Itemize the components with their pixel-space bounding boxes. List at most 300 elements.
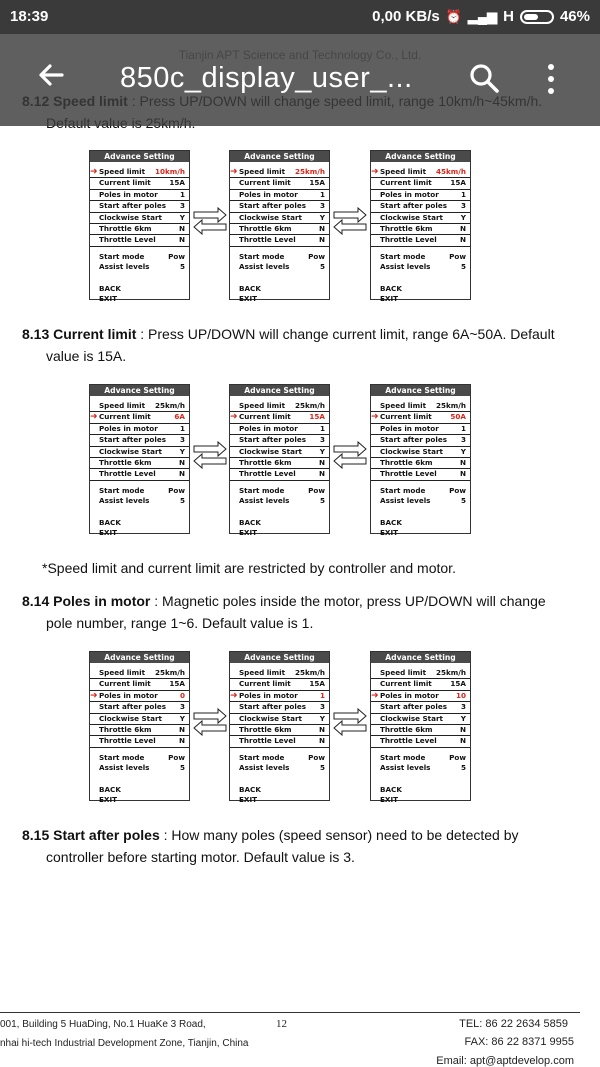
panel-header: Advance Setting bbox=[90, 385, 189, 396]
setting-value: Pow bbox=[168, 251, 185, 261]
setting-label: Throttle Level bbox=[380, 736, 437, 746]
setting-row bbox=[230, 668, 329, 679]
setting-value: 25km/h bbox=[294, 668, 325, 677]
setting-row bbox=[90, 224, 189, 235]
setting-label: Speed limit bbox=[239, 167, 286, 176]
setting-value: 5 bbox=[179, 262, 185, 272]
setting-label: Current limit bbox=[239, 679, 291, 689]
transition-arrows-icon bbox=[332, 440, 368, 470]
setting-label: Speed limit bbox=[239, 668, 286, 677]
setting-label: Assist levels bbox=[99, 496, 150, 506]
setting-value: 10km/h bbox=[154, 167, 185, 176]
setting-row bbox=[371, 496, 470, 506]
setting-label: Clockwise Start bbox=[380, 446, 443, 456]
setting-label: Start after poles bbox=[99, 435, 166, 445]
footer-address-1: 001, Building 5 HuaDing, No.1 HuaKe 3 Road, bbox=[0, 1019, 206, 1030]
setting-label: Throttle 6km bbox=[99, 457, 152, 467]
setting-label: Clockwise Start bbox=[99, 212, 162, 222]
setting-label: Start after poles bbox=[239, 702, 306, 712]
setting-row bbox=[371, 213, 470, 224]
setting-label: Speed limit bbox=[99, 401, 146, 410]
setting-label: Start mode bbox=[239, 752, 285, 762]
setting-row bbox=[371, 201, 470, 212]
setting-label: Throttle 6km bbox=[239, 223, 292, 233]
section-title: 8.14 Poles in motor bbox=[22, 593, 151, 609]
setting-label: Clockwise Start bbox=[380, 713, 443, 723]
setting-label: Current limit bbox=[380, 412, 432, 422]
menu-label: BACK bbox=[380, 784, 402, 794]
setting-row bbox=[90, 469, 189, 480]
setting-row bbox=[90, 668, 189, 679]
setting-value: 3 bbox=[179, 702, 185, 712]
setting-row bbox=[230, 252, 329, 262]
setting-value: Pow bbox=[449, 251, 466, 261]
menu-label: BACK bbox=[99, 283, 121, 293]
setting-value: N bbox=[318, 736, 325, 746]
transition-arrows-icon bbox=[332, 206, 368, 236]
setting-label: Start mode bbox=[99, 251, 145, 261]
setting-label: Start mode bbox=[380, 251, 426, 261]
setting-value: N bbox=[459, 457, 466, 467]
setting-row bbox=[371, 763, 470, 773]
setting-row bbox=[230, 763, 329, 773]
setting-label: Throttle 6km bbox=[99, 223, 152, 233]
selection-arrow-icon: ➜ bbox=[230, 690, 238, 701]
setting-row bbox=[230, 201, 329, 212]
setting-value: N bbox=[178, 724, 185, 734]
section-title: 8.15 Start after poles bbox=[22, 827, 160, 843]
setting-value: 15A bbox=[309, 178, 325, 188]
section-text-line2: controller before starting motor. Default value is 3. bbox=[46, 849, 355, 865]
setting-value: N bbox=[178, 469, 185, 479]
setting-label: Clockwise Start bbox=[239, 713, 302, 723]
advance-setting-panel bbox=[370, 150, 471, 303]
setting-row bbox=[371, 252, 470, 262]
setting-label: Current limit bbox=[380, 178, 432, 188]
setting-row bbox=[90, 753, 189, 763]
setting-label: Start after poles bbox=[380, 702, 447, 712]
menu-label: BACK bbox=[99, 517, 121, 527]
setting-row bbox=[90, 458, 189, 469]
setting-label: Current limit bbox=[99, 679, 151, 689]
setting-row bbox=[230, 190, 329, 201]
setting-row bbox=[90, 763, 189, 773]
setting-value: 1 bbox=[319, 189, 325, 199]
setting-value: 3 bbox=[179, 435, 185, 445]
menu-back bbox=[90, 284, 189, 294]
footer-tel: TEL: 86 22 2634 5859 bbox=[459, 1018, 568, 1030]
menu-label: EXIT bbox=[380, 794, 399, 804]
setting-row bbox=[371, 725, 470, 736]
setting-row bbox=[230, 725, 329, 736]
setting-value: 15A bbox=[450, 178, 466, 188]
advance-setting-panel bbox=[370, 384, 471, 537]
section-text: : Press UP/DOWN will change current limit, range 6A~50A. Default bbox=[136, 326, 555, 342]
setting-label: Start mode bbox=[239, 251, 285, 261]
section-title: 8.13 Current limit bbox=[22, 326, 137, 342]
menu-exit bbox=[90, 528, 189, 538]
setting-row bbox=[230, 714, 329, 725]
setting-value: 3 bbox=[460, 201, 466, 211]
panel-header: Advance Setting bbox=[371, 385, 470, 396]
network-speed: 0,00 KB/s bbox=[372, 8, 440, 25]
setting-row bbox=[371, 412, 470, 423]
advance-setting-panel bbox=[229, 150, 330, 303]
advance-setting-panel bbox=[229, 384, 330, 537]
menu-back bbox=[230, 284, 329, 294]
setting-value: N bbox=[318, 223, 325, 233]
setting-value: 1 bbox=[319, 690, 325, 700]
setting-value: Y bbox=[179, 713, 185, 723]
setting-row bbox=[230, 469, 329, 480]
setting-value: 15A bbox=[309, 679, 325, 689]
setting-row bbox=[90, 691, 189, 702]
setting-value: N bbox=[318, 235, 325, 245]
setting-row bbox=[90, 412, 189, 423]
advance-setting-panel bbox=[229, 651, 330, 804]
setting-row bbox=[371, 702, 470, 713]
menu-label: EXIT bbox=[99, 794, 118, 804]
transition-arrows-icon bbox=[192, 707, 228, 737]
setting-label: Poles in motor bbox=[239, 423, 298, 433]
restriction-note: *Speed limit and current limit are restricted by controller and motor. bbox=[42, 560, 456, 576]
selection-arrow-icon: ➜ bbox=[90, 167, 98, 177]
setting-label: Current limit bbox=[99, 412, 151, 422]
menu-label: BACK bbox=[380, 517, 402, 527]
setting-value: N bbox=[178, 736, 185, 746]
setting-row bbox=[230, 213, 329, 224]
setting-value: Y bbox=[460, 446, 466, 456]
setting-row bbox=[371, 668, 470, 679]
setting-label: Assist levels bbox=[99, 262, 150, 272]
setting-row bbox=[90, 401, 189, 412]
setting-value: 15A bbox=[309, 412, 325, 422]
setting-row bbox=[230, 679, 329, 690]
menu-label: BACK bbox=[239, 517, 261, 527]
setting-label: Clockwise Start bbox=[99, 446, 162, 456]
setting-value: 25km/h bbox=[435, 401, 466, 410]
setting-value: 1 bbox=[179, 423, 185, 433]
setting-label: Start after poles bbox=[380, 201, 447, 211]
footer-fax: FAX: 86 22 8371 9955 bbox=[464, 1036, 574, 1048]
advance-setting-panel bbox=[89, 150, 190, 303]
advance-setting-panel bbox=[89, 651, 190, 804]
setting-label: Throttle Level bbox=[239, 736, 296, 746]
battery-icon bbox=[520, 10, 554, 24]
setting-value: 5 bbox=[179, 763, 185, 773]
setting-value: Pow bbox=[308, 251, 325, 261]
section-text-line2: pole number, range 1~6. Default value is 1. bbox=[46, 615, 314, 631]
setting-row bbox=[230, 702, 329, 713]
status-time: 18:39 bbox=[10, 8, 49, 25]
setting-label: Throttle 6km bbox=[99, 724, 152, 734]
setting-value: N bbox=[318, 724, 325, 734]
setting-value: 25km/h bbox=[154, 668, 185, 677]
setting-label: Clockwise Start bbox=[239, 446, 302, 456]
menu-label: EXIT bbox=[380, 527, 399, 537]
setting-label: Speed limit bbox=[380, 167, 427, 176]
setting-label: Speed limit bbox=[380, 668, 427, 677]
setting-value: 5 bbox=[460, 763, 466, 773]
document-title: 850c_display_user_... bbox=[120, 62, 413, 94]
setting-label: Start mode bbox=[99, 485, 145, 495]
setting-value: 5 bbox=[319, 496, 325, 506]
menu-label: BACK bbox=[99, 784, 121, 794]
setting-label: Throttle Level bbox=[380, 469, 437, 479]
setting-label: Poles in motor bbox=[380, 690, 439, 700]
more-vert-icon[interactable] bbox=[548, 64, 556, 100]
setting-value: 25km/h bbox=[154, 401, 185, 410]
setting-value: N bbox=[318, 457, 325, 467]
app-bar bbox=[0, 34, 600, 126]
setting-value: 5 bbox=[179, 496, 185, 506]
alarm-icon: ⏰ bbox=[445, 8, 462, 24]
setting-row bbox=[230, 691, 329, 702]
setting-label: Throttle Level bbox=[99, 736, 156, 746]
selection-arrow-icon: ➜ bbox=[371, 690, 379, 701]
section-text: : How many poles (speed sensor) need to be detected by bbox=[159, 827, 519, 843]
setting-row bbox=[371, 753, 470, 763]
menu-exit bbox=[371, 294, 470, 304]
status-bar bbox=[0, 0, 600, 34]
selection-arrow-icon: ➜ bbox=[230, 412, 238, 423]
setting-label: Current limit bbox=[380, 679, 432, 689]
menu-exit bbox=[90, 294, 189, 304]
setting-value: 3 bbox=[179, 201, 185, 211]
search-icon[interactable] bbox=[468, 62, 504, 98]
setting-row bbox=[230, 262, 329, 272]
setting-row bbox=[371, 486, 470, 496]
setting-label: Throttle 6km bbox=[239, 457, 292, 467]
menu-back bbox=[230, 518, 329, 528]
setting-label: Clockwise Start bbox=[99, 713, 162, 723]
section-8-13 bbox=[22, 323, 582, 367]
setting-value: 10 bbox=[455, 690, 466, 700]
setting-label: Start after poles bbox=[99, 201, 166, 211]
setting-label: Assist levels bbox=[239, 496, 290, 506]
setting-value: 3 bbox=[319, 702, 325, 712]
setting-row bbox=[371, 691, 470, 702]
setting-value: 5 bbox=[460, 496, 466, 506]
menu-exit bbox=[371, 795, 470, 805]
setting-value: Y bbox=[179, 446, 185, 456]
menu-label: BACK bbox=[239, 283, 261, 293]
setting-value: 3 bbox=[460, 435, 466, 445]
battery-level: 46% bbox=[559, 8, 590, 25]
panel-header: Advance Setting bbox=[371, 151, 470, 162]
setting-value: 25km/h bbox=[294, 401, 325, 410]
setting-row bbox=[230, 435, 329, 446]
setting-value: Pow bbox=[308, 752, 325, 762]
setting-value: Y bbox=[179, 212, 185, 222]
signal-icon: ▂▄▆ bbox=[467, 8, 498, 24]
advance-setting-panel bbox=[89, 384, 190, 537]
setting-label: Poles in motor bbox=[99, 189, 158, 199]
back-arrow-icon[interactable] bbox=[36, 60, 66, 97]
setting-value: 3 bbox=[319, 435, 325, 445]
setting-value: Y bbox=[460, 212, 466, 222]
menu-exit bbox=[371, 528, 470, 538]
selection-arrow-icon: ➜ bbox=[230, 167, 238, 177]
menu-back bbox=[230, 785, 329, 795]
setting-value: Pow bbox=[449, 485, 466, 495]
setting-label: Throttle Level bbox=[239, 235, 296, 245]
transition-arrows-icon bbox=[332, 707, 368, 737]
setting-row bbox=[371, 679, 470, 690]
menu-label: EXIT bbox=[380, 293, 399, 303]
setting-row bbox=[371, 167, 470, 178]
setting-row bbox=[90, 424, 189, 435]
section-8-15 bbox=[22, 824, 582, 868]
setting-label: Throttle Level bbox=[99, 469, 156, 479]
setting-value: Pow bbox=[308, 485, 325, 495]
section-8-14 bbox=[22, 590, 582, 634]
setting-label: Throttle Level bbox=[239, 469, 296, 479]
setting-value: 5 bbox=[319, 763, 325, 773]
setting-row bbox=[230, 753, 329, 763]
setting-row bbox=[90, 725, 189, 736]
advance-setting-panel bbox=[370, 651, 471, 804]
setting-value: N bbox=[178, 235, 185, 245]
selection-arrow-icon: ➜ bbox=[371, 167, 379, 177]
setting-value: 0 bbox=[179, 690, 185, 700]
setting-value: 6A bbox=[174, 412, 185, 422]
setting-row bbox=[90, 486, 189, 496]
menu-label: EXIT bbox=[239, 794, 258, 804]
menu-back bbox=[371, 284, 470, 294]
menu-exit bbox=[230, 294, 329, 304]
setting-value: 45km/h bbox=[435, 167, 466, 176]
setting-value: 1 bbox=[460, 189, 466, 199]
setting-label: Assist levels bbox=[380, 262, 431, 272]
setting-label: Speed limit bbox=[99, 668, 146, 677]
setting-row bbox=[90, 702, 189, 713]
setting-row bbox=[90, 201, 189, 212]
setting-label: Throttle 6km bbox=[380, 457, 433, 467]
setting-row bbox=[230, 424, 329, 435]
setting-row bbox=[230, 447, 329, 458]
setting-row bbox=[371, 262, 470, 272]
setting-label: Clockwise Start bbox=[380, 212, 443, 222]
setting-label: Poles in motor bbox=[380, 189, 439, 199]
panel-header: Advance Setting bbox=[230, 385, 329, 396]
selection-arrow-icon: ➜ bbox=[90, 690, 98, 701]
setting-row bbox=[230, 486, 329, 496]
setting-row bbox=[371, 190, 470, 201]
page-number: 12 bbox=[276, 1018, 287, 1030]
setting-row bbox=[90, 235, 189, 246]
setting-label: Start after poles bbox=[99, 702, 166, 712]
setting-label: Start mode bbox=[380, 752, 426, 762]
section-text: : Magnetic poles inside the motor, press UP/DOWN will change bbox=[150, 593, 546, 609]
setting-row bbox=[230, 235, 329, 246]
setting-row bbox=[230, 178, 329, 189]
transition-arrows-icon bbox=[192, 206, 228, 236]
setting-row bbox=[230, 458, 329, 469]
setting-label: Throttle 6km bbox=[380, 223, 433, 233]
setting-value: 50A bbox=[450, 412, 466, 422]
menu-label: BACK bbox=[239, 784, 261, 794]
setting-row bbox=[90, 213, 189, 224]
setting-value: Y bbox=[319, 212, 325, 222]
section-text-line2: value is 15A. bbox=[46, 348, 127, 364]
setting-value: 15A bbox=[169, 178, 185, 188]
setting-row bbox=[90, 679, 189, 690]
setting-label: Poles in motor bbox=[99, 690, 158, 700]
menu-back bbox=[90, 518, 189, 528]
setting-value: N bbox=[459, 724, 466, 734]
setting-label: Assist levels bbox=[380, 496, 431, 506]
setting-label: Throttle Level bbox=[380, 235, 437, 245]
setting-label: Speed limit bbox=[380, 401, 427, 410]
setting-row bbox=[90, 447, 189, 458]
menu-back bbox=[90, 785, 189, 795]
setting-label: Poles in motor bbox=[239, 189, 298, 199]
setting-label: Clockwise Start bbox=[239, 212, 302, 222]
panel-header: Advance Setting bbox=[230, 652, 329, 663]
setting-value: N bbox=[318, 469, 325, 479]
setting-row bbox=[90, 435, 189, 446]
setting-row bbox=[371, 736, 470, 747]
setting-row bbox=[90, 496, 189, 506]
setting-value: 1 bbox=[319, 423, 325, 433]
setting-value: 5 bbox=[319, 262, 325, 272]
menu-label: EXIT bbox=[99, 293, 118, 303]
selection-arrow-icon: ➜ bbox=[90, 412, 98, 423]
setting-row bbox=[371, 435, 470, 446]
setting-value: Pow bbox=[168, 752, 185, 762]
setting-label: Current limit bbox=[239, 178, 291, 188]
setting-label: Throttle Level bbox=[99, 235, 156, 245]
menu-label: EXIT bbox=[239, 527, 258, 537]
setting-label: Assist levels bbox=[99, 763, 150, 773]
setting-value: N bbox=[459, 736, 466, 746]
setting-value: Y bbox=[319, 446, 325, 456]
panel-header: Advance Setting bbox=[371, 652, 470, 663]
setting-label: Speed limit bbox=[99, 167, 146, 176]
setting-label: Start mode bbox=[99, 752, 145, 762]
setting-value: 3 bbox=[460, 702, 466, 712]
menu-back bbox=[371, 785, 470, 795]
setting-row bbox=[90, 736, 189, 747]
setting-label: Throttle 6km bbox=[380, 724, 433, 734]
network-type: H bbox=[503, 8, 514, 25]
setting-row bbox=[371, 447, 470, 458]
setting-row bbox=[371, 458, 470, 469]
setting-value: 25km/h bbox=[294, 167, 325, 176]
menu-back bbox=[371, 518, 470, 528]
setting-row bbox=[371, 224, 470, 235]
setting-value: 1 bbox=[179, 189, 185, 199]
menu-label: BACK bbox=[380, 283, 402, 293]
setting-label: Start after poles bbox=[239, 201, 306, 211]
setting-row bbox=[371, 469, 470, 480]
status-icons bbox=[372, 8, 590, 25]
panel-header: Advance Setting bbox=[230, 151, 329, 162]
footer-email: Email: apt@aptdevelop.com bbox=[436, 1055, 574, 1067]
setting-row bbox=[371, 178, 470, 189]
setting-label: Assist levels bbox=[380, 763, 431, 773]
setting-value: N bbox=[459, 235, 466, 245]
selection-arrow-icon: ➜ bbox=[371, 412, 379, 423]
setting-label: Poles in motor bbox=[239, 690, 298, 700]
menu-exit bbox=[90, 795, 189, 805]
setting-label: Start mode bbox=[380, 485, 426, 495]
setting-value: Y bbox=[319, 713, 325, 723]
setting-value: N bbox=[459, 469, 466, 479]
setting-value: Y bbox=[460, 713, 466, 723]
setting-row bbox=[230, 401, 329, 412]
